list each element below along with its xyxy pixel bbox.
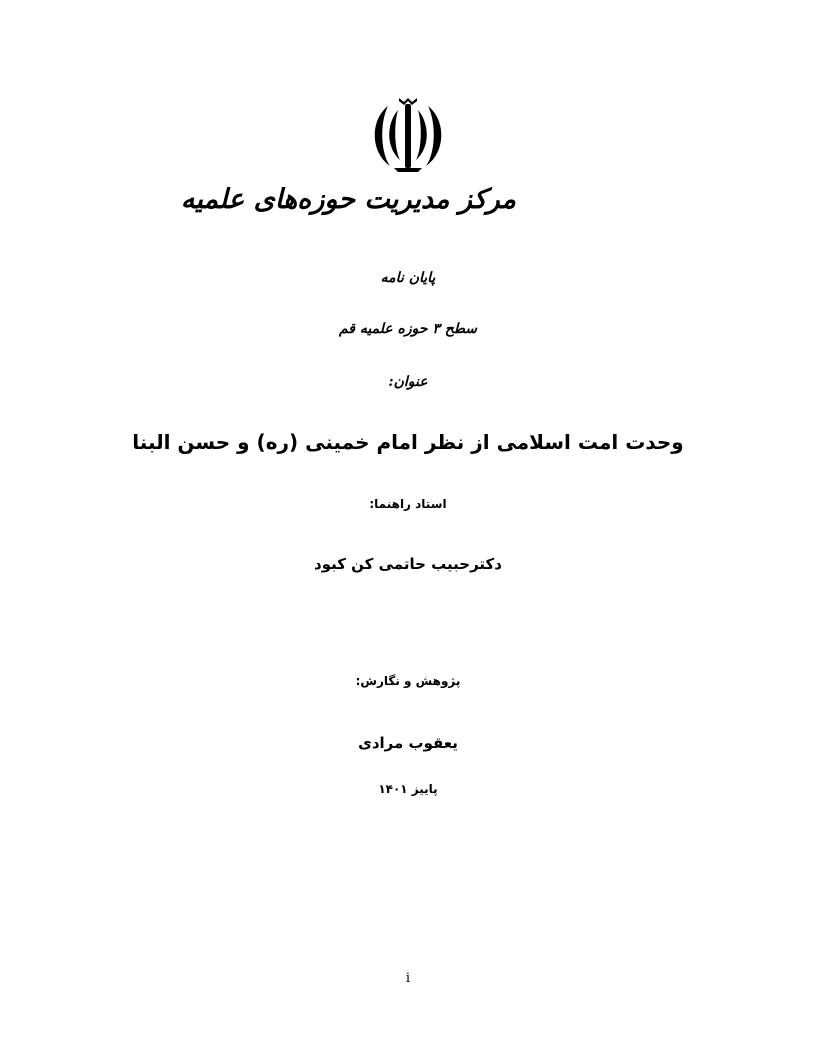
title-label: عنوان:: [388, 374, 428, 390]
document-type-label: پایان نامه: [380, 270, 436, 286]
advisor-label: استاد راهنما:: [369, 497, 447, 511]
author-label: پژوهش و نگارش:: [355, 674, 461, 688]
thesis-title: وحدت امت اسلامی از نظر امام خمینی (ره) و حسن البنا: [132, 430, 684, 454]
iran-emblem-icon: [366, 96, 450, 176]
organization-name: مرکز مدیریت حوزه‌های علمیه: [180, 184, 516, 215]
page-number: i: [405, 971, 411, 986]
advisor-name: دکترحبیب حاتمی کن کبود: [314, 555, 502, 573]
author-name: یعقوب مرادی: [358, 734, 458, 752]
education-level: سطح ۳ حوزه علمیه قم: [338, 321, 478, 337]
date-label: پاییز ۱۴۰۱: [378, 782, 438, 796]
